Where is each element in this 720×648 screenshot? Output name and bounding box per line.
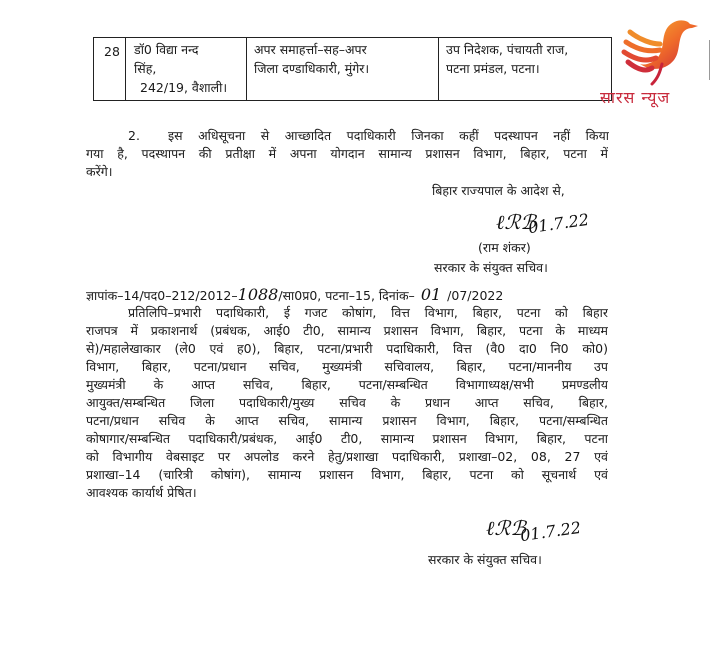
- bird-logo-icon: [600, 14, 718, 86]
- para-line: इस अधिसूचना से आच्छादित पदाधिकारी जिनका कहीं पदस्थापन नहीं किया: [168, 128, 609, 143]
- copy-line: आवश्यक कार्यार्थ प्रेषित।: [86, 485, 197, 500]
- order-line: बिहार राज्यपाल के आदेश से,: [432, 183, 565, 198]
- copy-line: कोषागार/सम्बन्धित पदाधिकारी/प्रबंधक, आई0 टी0, सामान्य प्रशासन विभाग, बिहार, पटना: [86, 431, 608, 446]
- copy-line: आयुक्त/सम्बन्धित जिला पदाधिकारी/मुख्य सचिव के प्रधान आप्त सचिव, बिहार,: [86, 395, 608, 410]
- logo-wordmark: सारस न्यूज: [600, 88, 671, 107]
- posting-table: [93, 37, 612, 101]
- memo-line: ज्ञापांक–14/पद0–212/2012–1088/सा0प्र0, पटना–15, दिनांक– 01 /07/2022: [86, 285, 504, 304]
- signature-date: 01.7.22: [526, 209, 591, 238]
- new-post: उप निदेशक, पंचायती राज, पटना प्रमंडल, पटना।: [446, 42, 569, 76]
- para-line: गया है, पदस्थापन की प्रतीक्षा में अपना योगदान सामान्य प्रशासन विभाग, बिहार, पटना में: [86, 146, 608, 161]
- officer-name: डॉ0 विद्या नन्द सिंह, 242/19, वैशाली।: [134, 42, 228, 95]
- copy-line: राजपत्र में प्रकाशनार्थ (प्रबंधक, आई0 टी0, सामान्य प्रशासन विभाग, बिहार, पटना के माध्यम: [86, 323, 608, 338]
- table-divider: [246, 38, 247, 100]
- copy-line: मुख्यमंत्री के आप्त सचिव, बिहार, पटना/सम्बन्धित विभागाध्यक्ष/सभी प्रमण्डलीय: [86, 377, 608, 392]
- copy-line: प्रतिलिपि–प्रभारी पदाधिकारी, ई गजट कोषांग, वित्त विभाग, बिहार, पटना को बिहार: [128, 305, 608, 320]
- designation: सरकार के संयुक्त सचिव।: [434, 260, 548, 275]
- memo-handwritten-day: 01: [420, 285, 442, 304]
- saras-news-logo: [600, 14, 718, 110]
- copy-line: से)/महालेखाकार (ले0 एवं ह0), बिहार, पटना/प्रभारी पदाधिकारी, वित्त (वै0 दा0 नि0 को0): [86, 341, 608, 356]
- signatory-name: (राम शंकर): [478, 240, 531, 255]
- memo-handwritten-number: 1088: [237, 285, 279, 304]
- current-post: अपर समाहर्त्ता–सह–अपर जिला दण्डाधिकारी, मुंगेर।: [254, 42, 370, 76]
- copy-line: विभाग, बिहार, पटना/प्रधान सचिव, मुख्यमंत्री सचिवालय, बिहार, पटना/माननीय उप: [86, 359, 608, 374]
- signature-date: 01.7.22: [518, 517, 583, 546]
- serial-number: 28: [104, 44, 120, 59]
- para-line: करेंगे।: [86, 164, 113, 179]
- table-divider: [125, 38, 126, 100]
- copy-line: प्रशाखा–14 (चारित्री कोषांग), सामान्य प्रशासन विभाग, बिहार, पटना को सूचनार्थ एवं: [86, 467, 608, 482]
- copy-line: पटना/प्रधान सचिव के आप्त सचिव, सामान्य प्रशासन विभाग, बिहार, पटना/सम्बन्धित: [86, 413, 608, 428]
- signature-scribble: ℓℛℬ: [486, 516, 527, 540]
- copy-line: को विभागीय वेबसाइट पर अपलोड करने हेतु/प्रशाखा पदाधिकारी, प्रशाखा–02, 08, 27 एवं: [86, 449, 608, 464]
- table-divider: [438, 38, 439, 100]
- signature-scribble: ℓℛℬ: [496, 210, 537, 234]
- para-number: 2.: [128, 128, 140, 143]
- designation: सरकार के संयुक्त सचिव।: [428, 552, 542, 567]
